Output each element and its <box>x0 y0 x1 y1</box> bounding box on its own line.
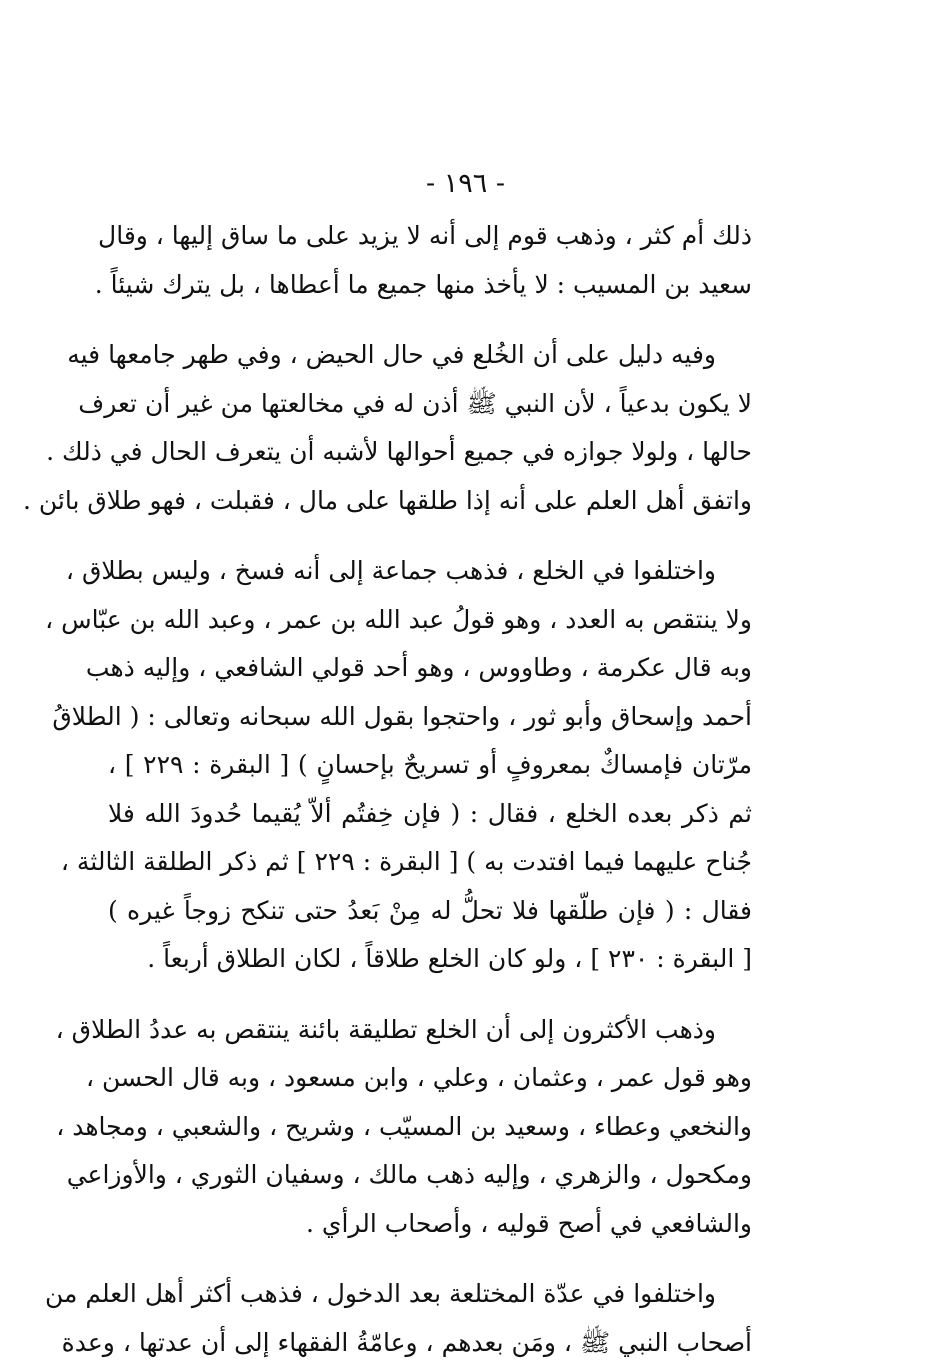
text-line: [ البقرة : ٢٣٠ ] ، ولو كان الخلع طلاقاً ، لكان الطلاق أربعاً . <box>108 935 752 984</box>
page-number: - ١٩٦ - <box>0 168 931 199</box>
body-text <box>108 212 752 1367</box>
text-line: جُناح عليهما فيما افتدت به ) [ البقرة : ٢٢٩ ] ثم ذكر الطلقة الثالثة ، <box>108 838 752 887</box>
text-line: ثم ذكر بعده الخلع ، فقال : ( فإن خِفتُم ألاّ يُقيما حُدودَ الله فلا <box>108 790 752 839</box>
paragraph <box>108 331 752 525</box>
paragraph <box>108 547 752 984</box>
text-line: وبه قال عكرمة ، وطاووس ، وهو أحد قولي الشافعي ، وإليه ذهب <box>108 644 752 693</box>
text-line: لا يكون بدعياً ، لأن النبي ﷺ أذن له في مخالعتها من غير أن تعرف <box>108 380 752 429</box>
paragraph <box>108 1006 752 1249</box>
text-line: ولا ينتقص به العدد ، وهو قولُ عبد الله بن عمر ، وعبد الله بن عبّاس ، <box>108 596 752 645</box>
text-line: فقال : ( فإن طلّقها فلا تحلُّ له مِنْ بَعدُ حتى تنكح زوجاً غيره ) <box>108 887 752 936</box>
text-line: وذهب الأكثرون إلى أن الخلع تطليقة بائنة ينتقص به عددُ الطلاق ، <box>108 1006 752 1055</box>
text-line: سعيد بن المسيب : لا يأخذ منها جميع ما أعطاها ، بل يترك شيئاً . <box>108 261 752 310</box>
text-line: أحمد وإسحاق وأبو ثور ، واحتجوا بقول الله سبحانه وتعالى : ( الطلاقُ <box>108 693 752 742</box>
text-line: وفيه دليل على أن الخُلع في حال الحيض ، وفي طهر جامعها فيه <box>108 331 752 380</box>
text-line: والشافعي في أصح قوليه ، وأصحاب الرأي . <box>108 1200 752 1249</box>
text-line: واختلفوا في الخلع ، فذهب جماعة إلى أنه فسخ ، وليس بطلاق ، <box>108 547 752 596</box>
text-line: وهو قول عمر ، وعثمان ، وعلي ، وابن مسعود ، وبه قال الحسن ، <box>108 1054 752 1103</box>
text-line: واختلفوا في عدّة المختلعة بعد الدخول ، فذهب أكثر أهل العلم من <box>108 1270 752 1319</box>
text-line: ذلك أم كثر ، وذهب قوم إلى أنه لا يزيد على ما ساق إليها ، وقال <box>108 212 752 261</box>
text-line: حالها ، ولولا جوازه في جميع أحوالها لأشبه أن يتعرف الحال في ذلك . <box>108 428 752 477</box>
text-line: واتفق أهل العلم على أنه إذا طلقها على مال ، فقبلت ، فهو طلاق بائن . <box>108 477 752 526</box>
text-line: أصحاب النبي ﷺ ، ومَن بعدهم ، وعامّةُ الفقهاء إلى أن عدتها ، وعدة <box>108 1319 752 1367</box>
text-line: والنخعي وعطاء ، وسعيد بن المسيّب ، وشريح ، والشعبي ، ومجاهد ، <box>108 1103 752 1152</box>
text-line: ومكحول ، والزهري ، وإليه ذهب مالك ، وسفيان الثوري ، والأوزاعي <box>108 1151 752 1200</box>
paragraph <box>108 212 752 309</box>
paragraph <box>108 1270 752 1367</box>
text-line: مرّتان فإمساكٌ بمعروفٍ أو تسريحٌ بإحسانٍ ) [ البقرة : ٢٢٩ ] ، <box>108 741 752 790</box>
